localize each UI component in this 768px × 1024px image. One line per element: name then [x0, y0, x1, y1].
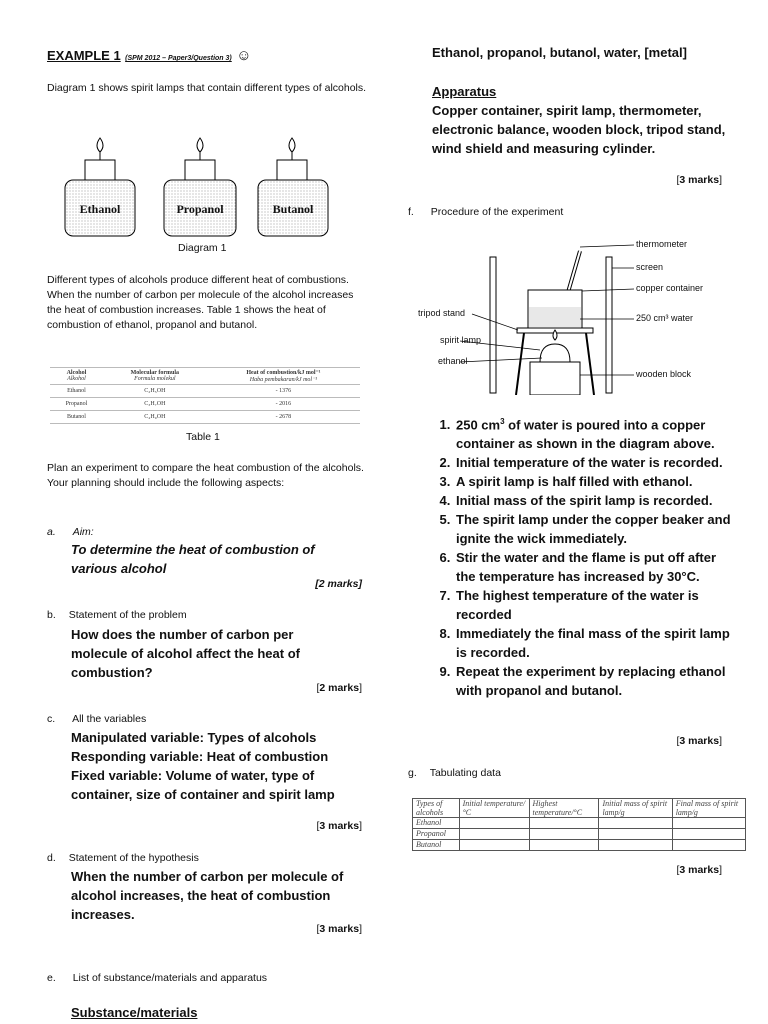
section-label: Procedure of the experiment	[430, 206, 564, 218]
table-row	[50, 398, 360, 411]
apparatus-list: Copper container, spirit lamp, thermometer, electronic balance, wooden block, tripod stand, wind shield and measuring cylinder.	[432, 103, 726, 156]
plan-line-2: Your planning should include the following aspects:	[47, 477, 285, 489]
section-label: List of substance/materials and apparatus	[72, 972, 268, 984]
hypothesis-marks: [3 marks]	[316, 923, 362, 935]
section-a-label	[47, 525, 94, 540]
table-cell: C₃H₇OH	[103, 398, 207, 411]
table-cell: Butanol	[50, 411, 103, 424]
lamp-label-ethanol: Ethanol	[79, 202, 121, 216]
section-c-label	[47, 712, 146, 727]
section-b-label	[47, 608, 187, 623]
aim-marks: [2 marks]	[315, 578, 362, 590]
label-screen: screen	[636, 262, 664, 272]
table-cell: Butanol	[413, 840, 460, 851]
section-letter: g.	[408, 767, 417, 779]
section-letter: c.	[47, 713, 56, 725]
table-header-cell: Initial temperature/°C	[459, 799, 529, 818]
table-header-cell: Initial mass of spirit lamp/g	[599, 799, 672, 818]
manipulated-variable: Manipulated variable: Types of alcohols	[71, 730, 317, 745]
variables-answer	[71, 728, 366, 804]
variables-marks: [3 marks]	[316, 820, 362, 832]
responding-variable: Responding variable: Heat of combustion	[71, 749, 329, 764]
label-water: 250 cm³ water	[636, 313, 694, 323]
plan-instruction	[47, 461, 367, 491]
procedure-step: 2. Initial temperature of the water is recorded.	[454, 453, 732, 472]
page-title	[47, 47, 252, 65]
butanol-lamp	[258, 138, 328, 236]
problem-marks: [2 marks]	[316, 682, 362, 694]
table-row	[413, 840, 746, 851]
section-label: Statement of the problem	[68, 609, 187, 621]
spirit-lamps-drawing	[60, 130, 360, 240]
propanol-lamp	[164, 138, 236, 236]
procedure-list	[432, 412, 732, 700]
materials-heading: Substance/materials	[71, 1005, 198, 1020]
label-spirit-lamp: spirit lamp	[440, 335, 482, 345]
apparatus-marks: [3 marks]	[676, 174, 722, 186]
section-letter: f.	[408, 206, 414, 218]
table-cell: Ethanol	[413, 818, 460, 829]
table-cell: C₄H₉OH	[103, 411, 207, 424]
apparatus-diagram	[412, 235, 742, 395]
table-header-cell: Final mass of spirit lamp/g	[672, 799, 745, 818]
procedure-step: 4. Initial mass of the spirit lamp is recorded.	[454, 491, 732, 510]
label-tripod-stand: tripod stand	[418, 308, 466, 318]
hypothesis-answer: When the number of carbon per molecule of alcohol increases, the heat of combustion increases.	[71, 869, 344, 922]
results-table	[412, 798, 746, 851]
aim-answer: To determine the heat of combustion of various alcohol	[71, 542, 315, 576]
table-header-cell: Alcohol Alkohol	[50, 368, 103, 385]
data-table	[412, 798, 746, 851]
ethanol-lamp	[65, 138, 135, 236]
section-label: Aim:	[72, 526, 94, 538]
screen-right	[606, 257, 612, 393]
label-copper-container: copper container	[636, 283, 704, 293]
procedure-step: 5. The spirit lamp under the copper beaker and ignite the wick immediately.	[454, 510, 732, 548]
table-header-cell: Heat of combustion/kJ mol⁻¹ Haba pembakaran/kJ mol⁻¹	[207, 368, 360, 385]
lamp-label-butanol: Butanol	[272, 202, 314, 216]
procedure-step: 3. A spirit lamp is half filled with ethanol.	[454, 472, 732, 491]
section-letter: a.	[47, 526, 56, 538]
section-label: Tabulating data	[429, 767, 501, 779]
procedure-step: 8. Immediately the final mass of the spirit lamp is recorded.	[454, 624, 732, 662]
label-ethanol: ethanol	[438, 356, 468, 366]
lamp-label-propanol: Propanol	[176, 202, 224, 216]
table-cell: Propanol	[413, 829, 460, 840]
procedure-step: 6. Stir the water and the flame is put off after the temperature has increased by 30°C.	[454, 548, 732, 586]
section-d-label	[47, 851, 199, 866]
table-cell: Propanol	[50, 398, 103, 411]
smiley-icon: ☺	[236, 47, 252, 64]
paragraph-heat-combustion: Different types of alcohols produce different heat of combustions. When the number of carbon per molecule of the alcohol increases the heat of combustion increases. Table 1 shows the heat of combustion of ethanol, propanol and butanol.	[47, 274, 354, 331]
table-cell: Ethanol	[50, 385, 103, 398]
procedure-step: 9. Repeat the experiment by replacing ethanol with propanol and butanol.	[454, 662, 732, 700]
section-f-label	[408, 205, 563, 220]
example-heading: EXAMPLE 1	[47, 48, 121, 63]
table-cell: - 1376	[207, 385, 360, 398]
problem-answer: How does the number of carbon per molecule of alcohol affect the heat of combustion?	[71, 627, 300, 680]
wooden-block-shape	[530, 362, 580, 395]
exam-reference: (SPM 2012 – Paper3/Question 3)	[125, 55, 232, 62]
tabulating-marks: [3 marks]	[676, 864, 722, 876]
section-label: Statement of the hypothesis	[68, 852, 199, 864]
screen-left	[490, 257, 496, 393]
table-1	[50, 367, 360, 424]
table-header-cell: Molecular formula Formula molekul	[103, 368, 207, 385]
section-letter: b.	[47, 609, 56, 621]
heat-of-combustion-table	[50, 367, 360, 424]
plan-line-1: Plan an experiment to compare the heat combustion of the alcohols.	[47, 462, 364, 474]
intro-text: Diagram 1 shows spirit lamps that contain different types of alcohols.	[47, 82, 367, 94]
label-thermometer: thermometer	[636, 239, 688, 249]
table-cell: - 2016	[207, 398, 360, 411]
spirit-lamp-shape	[540, 344, 570, 362]
table-header-row	[413, 799, 746, 818]
table-1-caption: Table 1	[186, 431, 220, 443]
section-letter: e.	[47, 972, 56, 984]
section-letter: d.	[47, 852, 56, 864]
table-cell: C₂H₅OH	[103, 385, 207, 398]
section-label: All the variables	[72, 713, 147, 725]
flame-icon	[553, 330, 557, 340]
procedure-step: 1. 250 $cm^3$ of water is poured into a copper container as shown in the diagram above.	[454, 412, 732, 453]
section-g-label	[408, 766, 501, 781]
apparatus-heading: Apparatus	[432, 84, 497, 99]
table-row	[413, 829, 746, 840]
table-header-row	[50, 368, 360, 385]
diagram-1	[60, 130, 360, 240]
procedure-step: 7. The highest temperature of the water is recorded	[454, 586, 732, 624]
table-row	[50, 385, 360, 398]
procedure-steps	[432, 412, 732, 700]
table-cell: - 2678	[207, 411, 360, 424]
procedure-marks: [3 marks]	[676, 735, 722, 747]
fixed-variable: Fixed variable: Volume of water, type of container, size of container and spirit lamp	[71, 768, 335, 802]
table-row	[50, 411, 360, 424]
diagram-1-caption: Diagram 1	[178, 242, 227, 254]
materials-list: Ethanol, propanol, butanol, water, [metal]	[432, 45, 687, 60]
table-row	[413, 818, 746, 829]
table-header-cell: Highest temperature/°C	[529, 799, 599, 818]
table-header-cell: Types of alcohols	[413, 799, 460, 818]
label-wooden-block: wooden block	[636, 369, 692, 379]
section-e-label	[47, 971, 267, 986]
